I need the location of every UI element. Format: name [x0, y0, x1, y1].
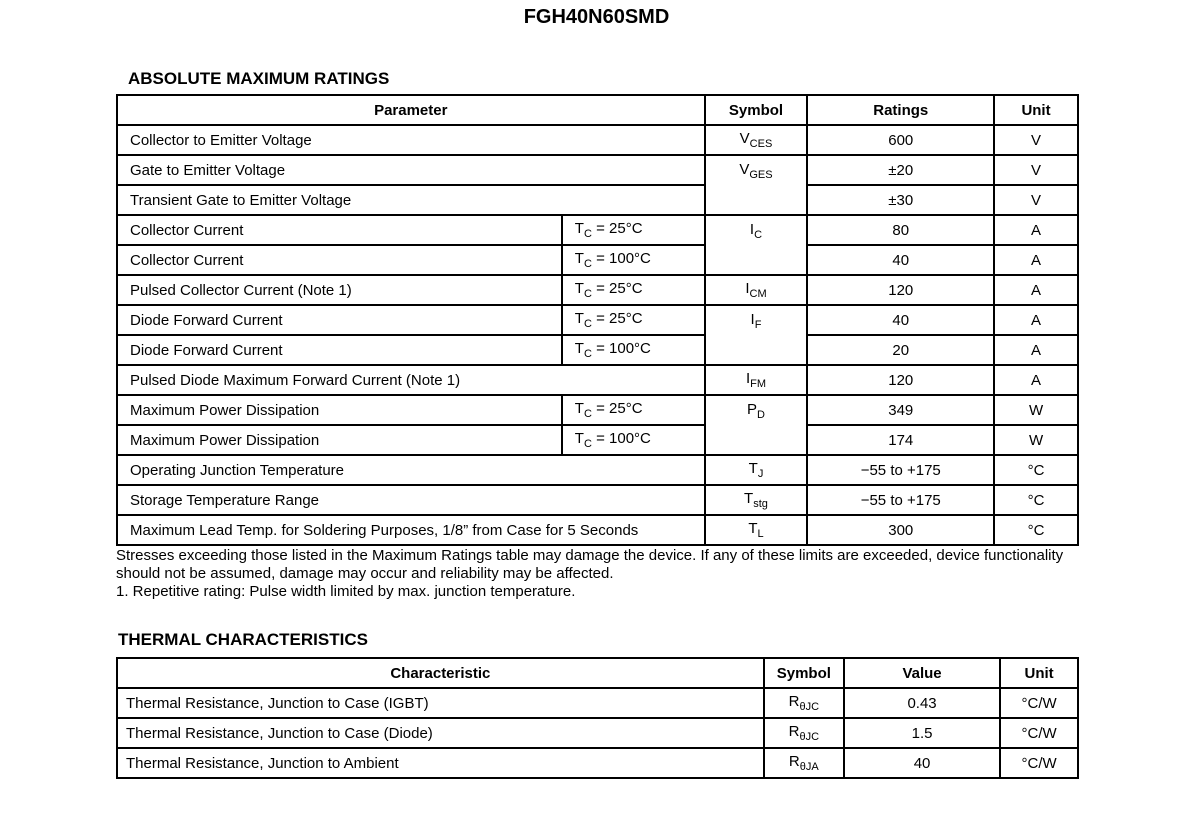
parameter-cell: Maximum Lead Temp. for Soldering Purposes, 1/8” from Case for 5 Seconds — [117, 515, 705, 545]
rating-cell: 120 — [807, 365, 994, 395]
unit-cell: A — [994, 335, 1078, 365]
unit-cell: W — [994, 395, 1078, 425]
symbol-cell: $V_{CES}$ — [705, 125, 808, 155]
condition-cell: $T_C = 25^\circ C$ — [562, 305, 705, 335]
parameter-cell: Diode Forward Current — [117, 305, 562, 335]
characteristic-cell: Thermal Resistance, Junction to Case (Diode) — [117, 718, 764, 748]
rating-cell: 120 — [807, 275, 994, 305]
symbol-cell: $T_L$ — [705, 515, 808, 545]
unit-cell: W — [994, 425, 1078, 455]
characteristic-cell: Thermal Resistance, Junction to Ambient — [117, 748, 764, 778]
parameter-cell: Maximum Power Dissipation — [117, 425, 562, 455]
characteristic-cell: Thermal Resistance, Junction to Case (IGBT) — [117, 688, 764, 718]
symbol-cell: $P_D$ — [705, 395, 808, 455]
table-row — [117, 335, 1078, 365]
parameter-cell: Pulsed Collector Current (Note 1) — [117, 275, 562, 305]
symbol-cell: $I_C$ — [705, 215, 808, 275]
parameter-cell: Collector Current — [117, 245, 562, 275]
header-symbol: Symbol — [705, 95, 808, 125]
table-row — [117, 215, 1078, 245]
stress-note: Stresses exceeding those listed in the Maximum Ratings table may damage the device. If any of these limits are exceeded, device functionality should not be assumed, damage may occur and reliability may be affected. — [116, 547, 1064, 582]
header-parameter: Parameter — [117, 95, 705, 125]
parameter-cell: Storage Temperature Range — [117, 485, 705, 515]
table-row — [117, 125, 1078, 155]
table-row — [117, 305, 1078, 335]
table-row — [117, 748, 1078, 778]
symbol-cell: $R_{\theta JA}$ — [764, 748, 844, 778]
part-number-title: FGH40N60SMD — [523, 6, 670, 28]
thermal-characteristics-table — [116, 657, 1079, 779]
symbol-cell: $I_{FM}$ — [705, 365, 808, 395]
unit-cell: A — [994, 245, 1078, 275]
condition-cell: $T_C = 100^\circ C$ — [562, 425, 705, 455]
condition-cell: $T_C = 25^\circ C$ — [562, 275, 705, 305]
table-row — [117, 185, 1078, 215]
rating-cell: 20 — [807, 335, 994, 365]
parameter-cell: Transient Gate to Emitter Voltage — [117, 185, 705, 215]
condition-cell: $T_C = 100^\circ C$ — [562, 245, 705, 275]
rating-cell: 40 — [807, 245, 994, 275]
table-header-row — [117, 658, 1078, 688]
header-ratings: Ratings — [807, 95, 994, 125]
rating-cell: 300 — [807, 515, 994, 545]
rating-cell: 40 — [807, 305, 994, 335]
table-row — [117, 275, 1078, 305]
unit-cell: °C — [994, 515, 1078, 545]
table-row — [117, 245, 1078, 275]
unit-cell: V — [994, 125, 1078, 155]
unit-cell: °C/W — [1000, 688, 1078, 718]
symbol-cell: $I_{CM}$ — [705, 275, 808, 305]
table-row — [117, 485, 1078, 515]
symbol-cell: $I_F$ — [705, 305, 808, 365]
value-cell: 40 — [844, 748, 1000, 778]
unit-cell: V — [994, 185, 1078, 215]
parameter-cell: Collector to Emitter Voltage — [117, 125, 705, 155]
unit-cell: A — [994, 365, 1078, 395]
table-row — [117, 155, 1078, 185]
parameter-cell: Operating Junction Temperature — [117, 455, 705, 485]
symbol-cell: $V_{GES}$ — [705, 155, 808, 215]
value-cell: 1.5 — [844, 718, 1000, 748]
value-cell: 0.43 — [844, 688, 1000, 718]
rating-cell: −55 to +175 — [807, 455, 994, 485]
header-characteristic: Characteristic — [117, 658, 764, 688]
unit-cell: V — [994, 155, 1078, 185]
table-row — [117, 718, 1078, 748]
condition-cell: $T_C = 25^\circ C$ — [562, 395, 705, 425]
table-row — [117, 688, 1078, 718]
parameter-cell: Diode Forward Current — [117, 335, 562, 365]
rating-cell: 174 — [807, 425, 994, 455]
condition-cell: $T_C = 25^\circ C$ — [562, 215, 705, 245]
parameter-cell: Maximum Power Dissipation — [117, 395, 562, 425]
unit-cell: A — [994, 215, 1078, 245]
table-row — [117, 425, 1078, 455]
parameter-cell: Pulsed Diode Maximum Forward Current (Note 1) — [117, 365, 705, 395]
unit-cell: °C/W — [1000, 748, 1078, 778]
table-header-row — [117, 95, 1078, 125]
parameter-cell: Gate to Emitter Voltage — [117, 155, 705, 185]
condition-cell: $T_C = 100^\circ C$ — [562, 335, 705, 365]
table-row — [117, 515, 1078, 545]
unit-cell: °C/W — [1000, 718, 1078, 748]
absolute-max-ratings-table — [116, 94, 1079, 546]
unit-cell: °C — [994, 485, 1078, 515]
header-symbol: Symbol — [764, 658, 844, 688]
table-row — [117, 365, 1078, 395]
symbol-cell: $T_J$ — [705, 455, 808, 485]
rating-cell: 349 — [807, 395, 994, 425]
header-unit: Unit — [994, 95, 1078, 125]
unit-cell: A — [994, 275, 1078, 305]
rating-cell: 80 — [807, 215, 994, 245]
rating-cell: ±20 — [807, 155, 994, 185]
note-1: 1. Repetitive rating: Pulse width limited by max. junction temperature. — [116, 583, 576, 600]
thermal-heading: THERMAL CHARACTERISTICS — [118, 630, 368, 649]
rating-cell: −55 to +175 — [807, 485, 994, 515]
ratings-notes — [116, 547, 1096, 601]
unit-cell: A — [994, 305, 1078, 335]
header-value: Value — [844, 658, 1000, 688]
symbol-cell: $T_{stg}$ — [705, 485, 808, 515]
symbol-cell: $R_{\theta JC}$ — [764, 718, 844, 748]
symbol-cell: $R_{\theta JC}$ — [764, 688, 844, 718]
amr-heading: ABSOLUTE MAXIMUM RATINGS — [128, 69, 390, 88]
table-row — [117, 455, 1078, 485]
parameter-cell: Collector Current — [117, 215, 562, 245]
header-unit: Unit — [1000, 658, 1078, 688]
rating-cell: 600 — [807, 125, 994, 155]
rating-cell: ±30 — [807, 185, 994, 215]
table-row — [117, 395, 1078, 425]
unit-cell: °C — [994, 455, 1078, 485]
